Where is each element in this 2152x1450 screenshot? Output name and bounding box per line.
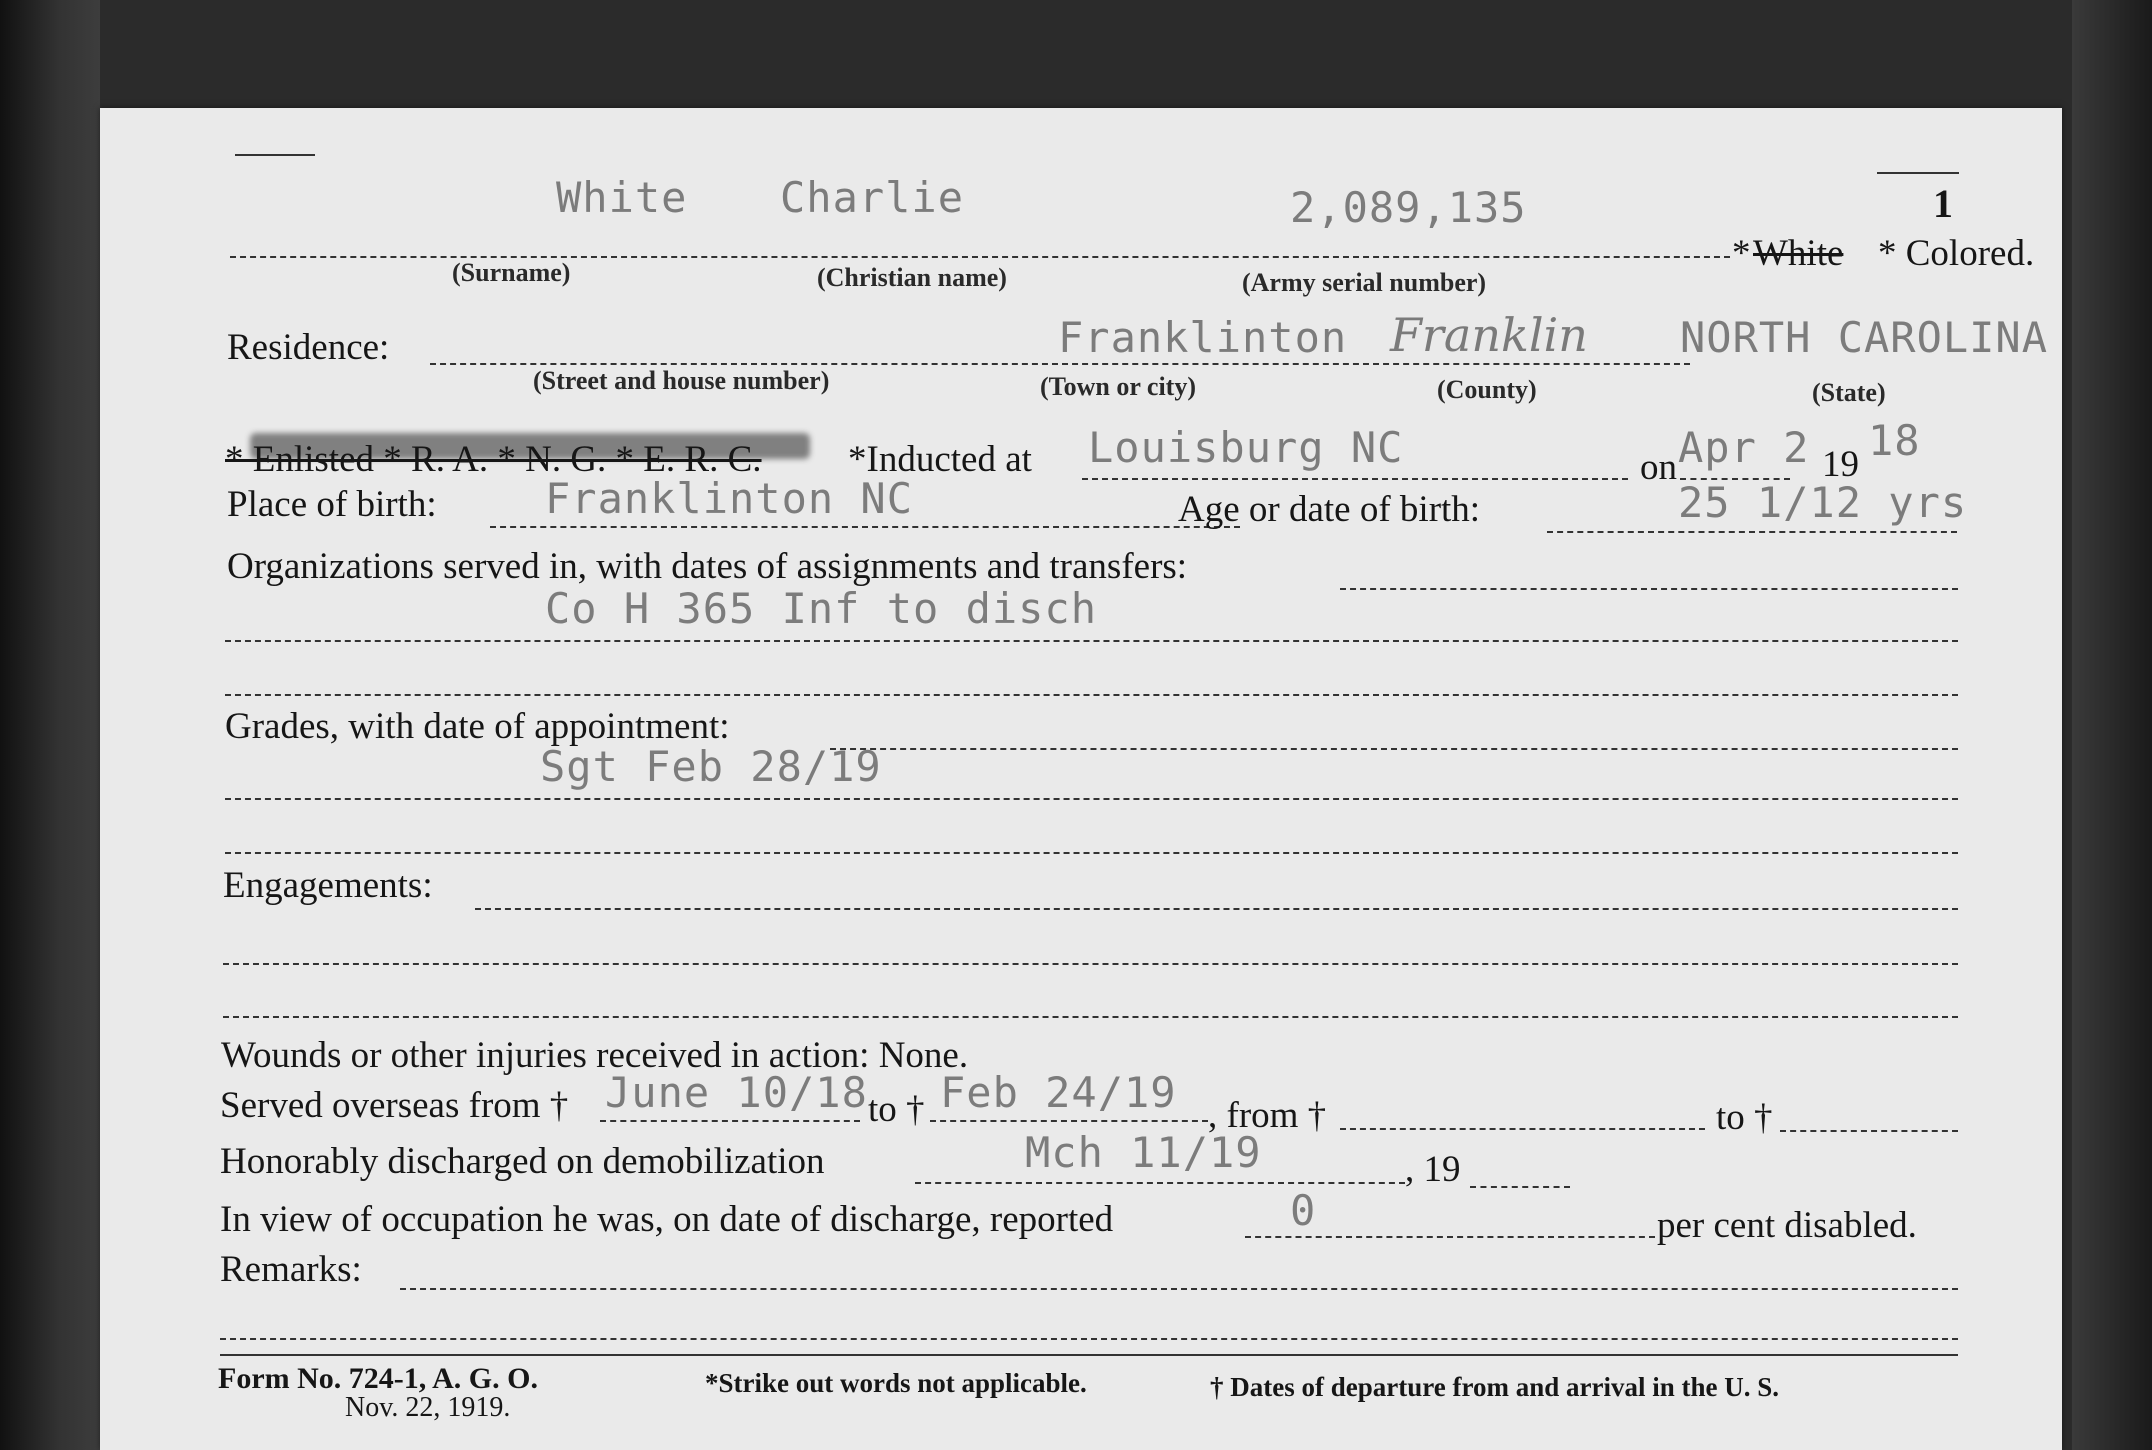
town-caption: (Town or city) [1040,372,1196,401]
grades-line-1 [830,748,1958,750]
state-value: NORTH CAROLINA [1680,313,2049,362]
card-number: 1 [1933,181,1953,226]
serial-number-caption: (Army serial number) [1242,268,1487,297]
engagements-line-3 [223,1016,1958,1018]
overseas-to2-label: to † [1716,1097,1773,1138]
remarks-label: Remarks: [220,1249,362,1290]
enlisted-struck-text: * Enlisted * R. A. * N. G. * E. R. C. [225,439,762,480]
street-caption: (Street and house number) [533,366,830,395]
race-colored: * Colored. [1878,233,2035,274]
organizations-line-2 [225,640,1958,642]
form-number: Form No. 724-1, A. G. O. [218,1362,538,1395]
town-value: Franklinton [1058,313,1348,362]
remarks-line-2 [220,1338,1958,1340]
age-line [1547,531,1957,533]
overseas-to-value: Feb 24/19 [940,1068,1177,1117]
remarks-line-1 [400,1288,1958,1290]
residence-line [430,363,1690,365]
christian-name-value: Charlie [780,173,965,222]
race-prefix: * [1732,233,1751,274]
organizations-label: Organizations served in, with dates of assignments and transfers: [227,546,1188,587]
overseas-to-line [930,1120,1208,1122]
organizations-value: Co H 365 Inf to disch [545,584,1098,633]
birth-place-value: Franklinton NC [545,474,914,523]
dates-note: † Dates of departure from and arrival in the U. S. [1210,1372,1779,1402]
form-date: Nov. 22, 1919. [345,1392,511,1423]
grades-line-3 [225,852,1958,854]
christian-name-caption: (Christian name) [817,263,1007,292]
discharge-year-line [1470,1186,1570,1188]
disability-label: In view of occupation he was, on date of discharge, reported [220,1199,1114,1240]
scan-background-left [0,0,100,1450]
county-value: Franklin [1390,308,1588,362]
disability-line [1245,1236,1655,1238]
surname-value: White [556,173,688,222]
age-value: 25 1/12 yrs [1678,478,1968,527]
inducted-line [1082,478,1628,480]
overseas-to2-line [1780,1130,1958,1132]
grades-line-2 [225,798,1958,800]
inducted-place-value: Louisburg NC [1088,423,1404,472]
age-label: Age or date of birth: [1178,489,1481,530]
wounds-label: Wounds or other injuries received in action: None. [221,1035,969,1076]
inducted-year-value: 18 [1868,416,1921,465]
surname-caption: (Surname) [452,258,571,287]
grades-label: Grades, with date of appointment: [225,706,730,747]
discharge-year-prefix: , 19 [1405,1149,1461,1190]
discharge-label: Honorably discharged on demobilization [220,1141,825,1182]
year-prefix: 19 [1822,444,1859,485]
engagements-label: Engagements: [223,865,433,906]
scan-background-right [2072,0,2152,1450]
birth-place-label: Place of birth: [227,484,437,525]
state-caption: (State) [1812,378,1886,407]
grades-value: Sgt Feb 28/19 [540,742,882,791]
overseas-from2-label: , from † [1208,1095,1327,1136]
overseas-from-value: June 10/18 [605,1068,868,1117]
engagements-line-2 [223,963,1958,965]
organizations-line-3 [225,694,1958,696]
strike-note: *Strike out words not applicable. [705,1368,1087,1398]
engagements-line-1 [475,908,1958,910]
overseas-from2-line [1340,1128,1705,1130]
disability-value: 0 [1290,1186,1317,1235]
top-rule [235,154,315,156]
record-card [100,108,2062,1450]
birth-place-line [490,526,1240,528]
footer-rule [220,1354,1958,1356]
discharge-line [915,1182,1405,1184]
race-white: White [1753,233,1844,274]
organizations-line-1 [1340,588,1958,590]
on-label: on [1640,447,1677,488]
inducted-label: *Inducted at [848,439,1032,480]
discharge-date-value: Mch 11/19 [1025,1128,1262,1177]
top-right-rule [1877,172,1959,174]
county-caption: (County) [1437,375,1537,404]
overseas-label: Served overseas from † [220,1085,569,1126]
residence-label: Residence: [227,327,390,368]
disability-suffix: per cent disabled. [1657,1205,1917,1246]
inducted-date-value: Apr 2 [1678,423,1810,472]
overseas-to-label: to † [868,1089,925,1130]
overseas-from-line [600,1120,860,1122]
serial-number-value: 2,089,135 [1290,183,1527,232]
